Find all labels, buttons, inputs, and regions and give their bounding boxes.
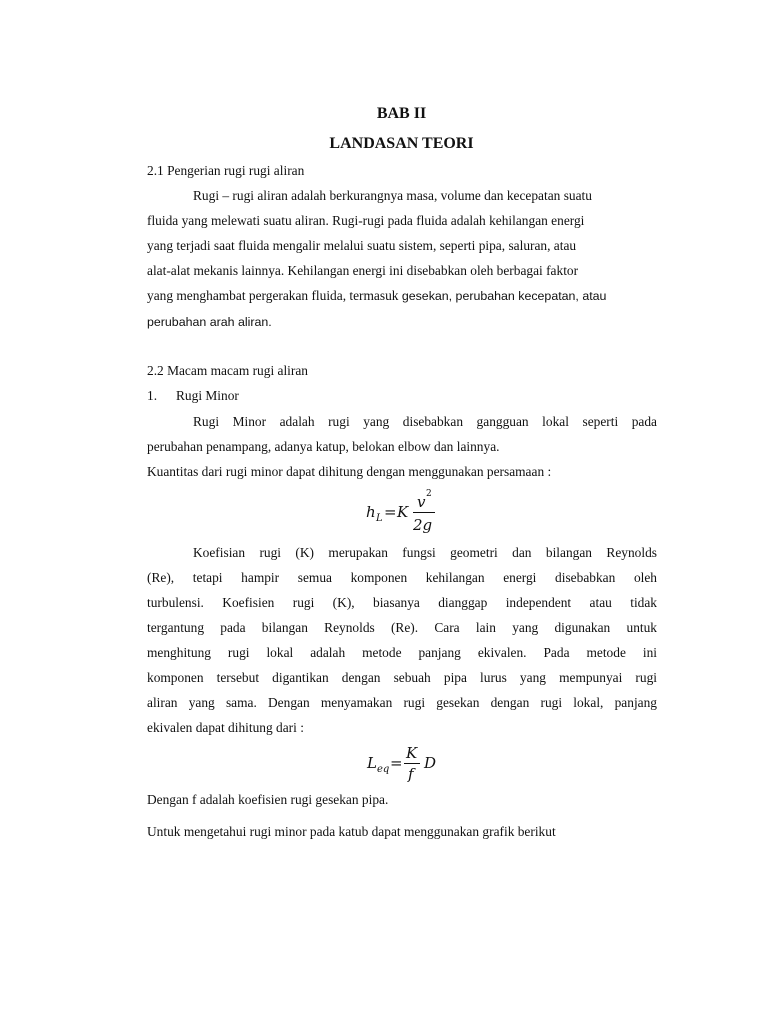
paragraph-line: Dengan f adalah koefisien rugi gesekan pipa. xyxy=(147,792,389,807)
fraction-bar xyxy=(404,763,420,764)
paragraph-line: komponen tersebut digantikan dengan sebuah pipa lurus yang mempunyai rugi xyxy=(147,670,657,685)
equation-equivalent-length xyxy=(367,743,447,788)
list-item-title: Rugi Minor xyxy=(176,388,239,403)
section-heading-2-1: 2.1 Pengerian rugi rugi aliran xyxy=(147,163,305,178)
paragraph-line: yang terjadi saat fluida mengalir melalui suatu sistem, seperti pipa, saluran, atau xyxy=(147,238,577,253)
equation-symbol: h xyxy=(366,503,376,521)
list-item-number: 1. xyxy=(147,388,158,403)
equation-subscript: L xyxy=(376,513,383,524)
paragraph-line: ekivalen dapat dihitung dari : xyxy=(147,720,304,735)
paragraph-line: (Re), tetapi hampir semua komponen kehilangan energi disebabkan oleh xyxy=(147,570,657,585)
paragraph-line: turbulensi. Koefisien rugi (K), biasanya dianggap independent atau tidak xyxy=(147,595,657,610)
equation-minor-loss xyxy=(366,488,446,538)
equation-denominator: f xyxy=(408,765,414,783)
paragraph-segment-sans: gesekan, perubahan kecepatan, atau xyxy=(401,289,607,303)
equation-equals: = xyxy=(390,754,403,772)
equation-superscript: 2 xyxy=(426,489,432,499)
paragraph-line xyxy=(147,288,606,304)
chapter-number: BAB II xyxy=(376,105,427,122)
equation-equals: = xyxy=(384,503,397,521)
chapter-title: LANDASAN TEORI xyxy=(329,135,474,152)
equation-subscript: eq xyxy=(377,764,390,775)
paragraph-line: fluida yang melewati suatu aliran. Rugi-rugi pada fluida adalah kehilangan energi xyxy=(147,213,585,228)
paragraph-line: perubahan arah aliran. xyxy=(147,315,272,329)
paragraph-line: aliran yang sama. Dengan menyamakan rugi gesekan dengan rugi lokal, panjang xyxy=(147,695,657,710)
paragraph-line: Rugi Minor adalah rugi yang disebabkan gangguan lokal seperti pada xyxy=(193,414,657,429)
equation-numerator: K xyxy=(406,744,418,762)
equation-symbol: L xyxy=(367,754,377,772)
paragraph-line: perubahan penampang, adanya katup, belokan elbow dan lainnya. xyxy=(147,439,500,454)
paragraph-line: tergantung pada bilangan Reynolds (Re). Cara lain yang digunakan untuk xyxy=(147,620,657,635)
fraction-bar xyxy=(413,512,435,513)
paragraph-line: Koefisian rugi (K) merupakan fungsi geometri dan bilangan Reynolds xyxy=(193,545,657,560)
paragraph-line: Untuk mengetahui rugi minor pada katub dapat menggunakan grafik berikut xyxy=(147,824,556,839)
equation-symbol: K xyxy=(397,503,409,521)
section-heading-2-2: 2.2 Macam macam rugi aliran xyxy=(147,363,308,378)
paragraph-line: Kuantitas dari rugi minor dapat dihitung dengan menggunakan persamaan : xyxy=(147,464,552,479)
paragraph-line: menghitung rugi lokal adalah metode panjang ekivalen. Pada metode ini xyxy=(147,645,657,660)
paragraph-line: Rugi – rugi aliran adalah berkurangnya masa, volume dan kecepatan suatu xyxy=(193,188,592,203)
equation-denominator: 2g xyxy=(413,516,433,534)
paragraph-segment-serif: yang menghambat pergerakan fluida, termasuk xyxy=(147,288,402,303)
paragraph-line: alat-alat mekanis lainnya. Kehilangan energi ini disebabkan oleh berbagai faktor xyxy=(147,263,579,278)
equation-numerator: v xyxy=(417,493,426,511)
equation-symbol: D xyxy=(424,754,437,772)
